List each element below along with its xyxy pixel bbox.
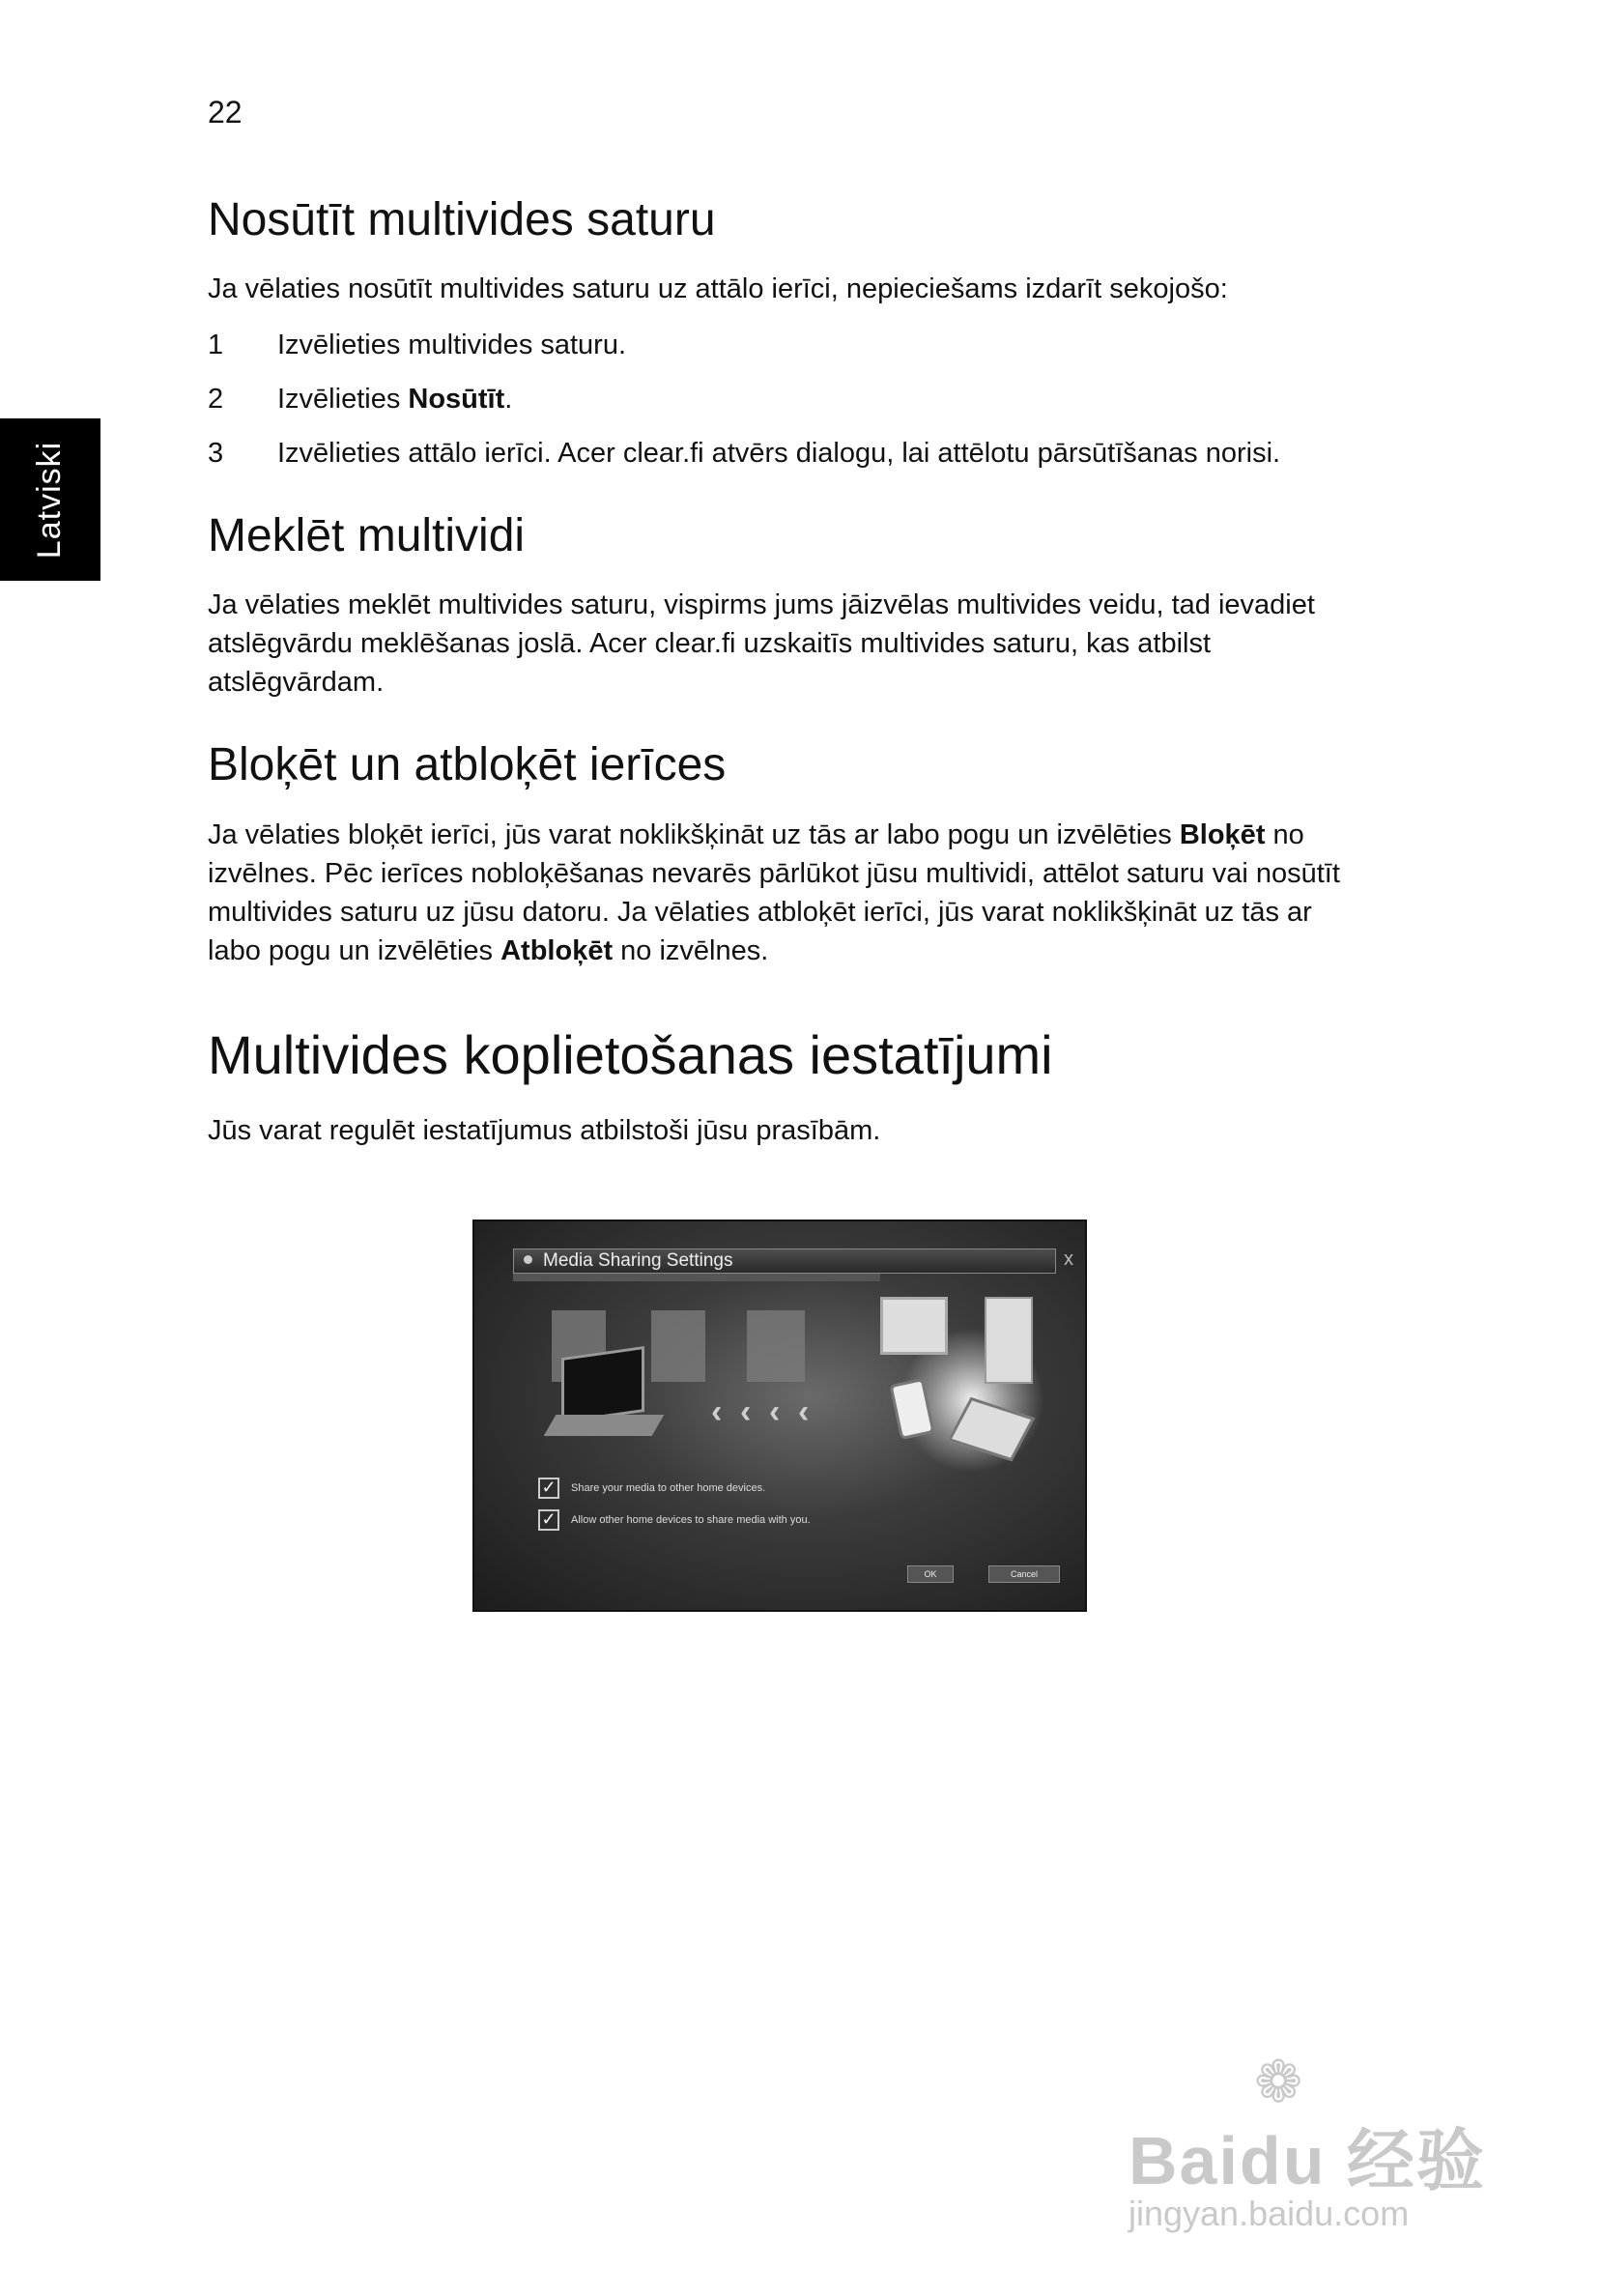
monitor-icon bbox=[880, 1297, 948, 1355]
main-heading: Multivides koplietošanas iestatījumi bbox=[208, 1023, 1053, 1085]
body-bold: Bloķēt bbox=[1179, 818, 1266, 850]
share-media-option bbox=[538, 1478, 765, 1499]
language-side-tab bbox=[0, 418, 100, 581]
arrow-icon: ‹ bbox=[798, 1393, 810, 1430]
section-search-media bbox=[208, 509, 1367, 702]
document-content bbox=[208, 193, 1367, 1150]
arrow-icon: ‹ bbox=[740, 1393, 752, 1430]
arrow-icon: ‹ bbox=[769, 1393, 781, 1430]
section-body: Ja vēlaties meklēt multivides saturu, vispirms jums jāizvēlas multivides veidu, tad ievadiet atslēgvārdu meklēšanas joslā. Acer clear.fi uzskaitīs multivides saturu, kas atbilst atslēgvārdam. bbox=[208, 589, 1315, 699]
media-thumbnail bbox=[747, 1310, 805, 1382]
checkbox-checked-icon: ✓ bbox=[538, 1509, 559, 1531]
watermark-url: jingyan.baidu.com bbox=[1129, 2194, 1410, 2233]
checkbox-checked-icon: ✓ bbox=[538, 1478, 559, 1499]
section-media-sharing-settings bbox=[208, 1024, 1367, 1150]
figure-title: Media Sharing Settings bbox=[543, 1250, 733, 1271]
steps-list bbox=[208, 326, 1367, 473]
media-sharing-screenshot bbox=[472, 1220, 1087, 1612]
figure-subtitle-bar bbox=[513, 1274, 880, 1281]
body-bold: Atbloķēt bbox=[500, 934, 614, 966]
section-body bbox=[208, 816, 1367, 970]
page-number: 22 bbox=[208, 95, 243, 129]
figure-title-bar bbox=[513, 1248, 1056, 1274]
section-intro: Ja vēlaties nosūtīt multivides saturu uz attālo ierīci, nepieciešams izdarīt sekojošo: bbox=[208, 273, 1228, 305]
laptop-base bbox=[544, 1415, 665, 1436]
section-heading: Meklēt multividi bbox=[208, 510, 526, 562]
cancel-button: Cancel bbox=[988, 1565, 1060, 1583]
step-text-after: . bbox=[504, 384, 513, 416]
main-body: Jūs varat regulēt iestatījumus atbilstoši jūsu prasībām. bbox=[208, 1114, 881, 1146]
step-text: Izvēlieties multivides saturu. bbox=[277, 330, 627, 361]
list-item bbox=[208, 380, 1367, 418]
allow-share-option bbox=[538, 1509, 811, 1531]
ok-button: OK bbox=[907, 1565, 954, 1583]
step-number: 3 bbox=[208, 438, 224, 470]
language-tab-label: Latviski bbox=[31, 441, 69, 559]
section-heading: Nosūtīt multivides saturu bbox=[208, 194, 716, 245]
baidu-watermark bbox=[1129, 2049, 1496, 2232]
arrow-icon: ‹ bbox=[711, 1393, 723, 1430]
step-text: Izvēlieties attālo ierīci. Acer clear.fi atvērs dialogu, lai attēlotu pārsūtīšanas norisi. bbox=[277, 438, 1281, 470]
paw-icon: ❁ bbox=[1254, 2050, 1303, 2114]
media-thumbnail bbox=[651, 1310, 705, 1382]
body-part: Ja vēlaties bloķēt ierīci, jūs varat noklikšķināt uz tās ar labo pogu un izvēlēties bbox=[208, 818, 1180, 850]
body-part: no izvēlnes. bbox=[613, 934, 769, 966]
list-item bbox=[208, 434, 1367, 473]
option-label: Allow other home devices to share media with you. bbox=[571, 1514, 811, 1526]
watermark-main: Baidu 经验 bbox=[1129, 2123, 1486, 2198]
step-number: 2 bbox=[208, 384, 224, 416]
step-text-before: Izvēlieties bbox=[277, 384, 409, 416]
app-logo-icon bbox=[524, 1255, 532, 1264]
close-icon: x bbox=[1064, 1248, 1073, 1270]
list-item bbox=[208, 326, 1367, 364]
section-heading: Bloķēt un atbloķēt ierīces bbox=[208, 739, 727, 791]
body-part: no izvēlnes. Pēc ierīces nobloķēšanas nevarēs pārlūkot jūsu multividi, attēlot saturu vai nosūtīt multivides saturu uz jūsu datoru. Ja vēlaties atbloķēt ierīci, jūs varat noklikšķināt uz tās ar labo pogu un izvēlēties bbox=[208, 818, 1340, 966]
laptop-icon bbox=[561, 1346, 644, 1423]
section-block-devices bbox=[208, 738, 1367, 969]
step-text bbox=[277, 380, 512, 418]
step-bold: Nosūtīt bbox=[408, 384, 505, 416]
option-label: Share your media to other home devices. bbox=[571, 1482, 766, 1494]
section-send-media bbox=[208, 193, 1367, 473]
step-number: 1 bbox=[208, 330, 224, 361]
desktop-tower-icon bbox=[985, 1297, 1033, 1384]
